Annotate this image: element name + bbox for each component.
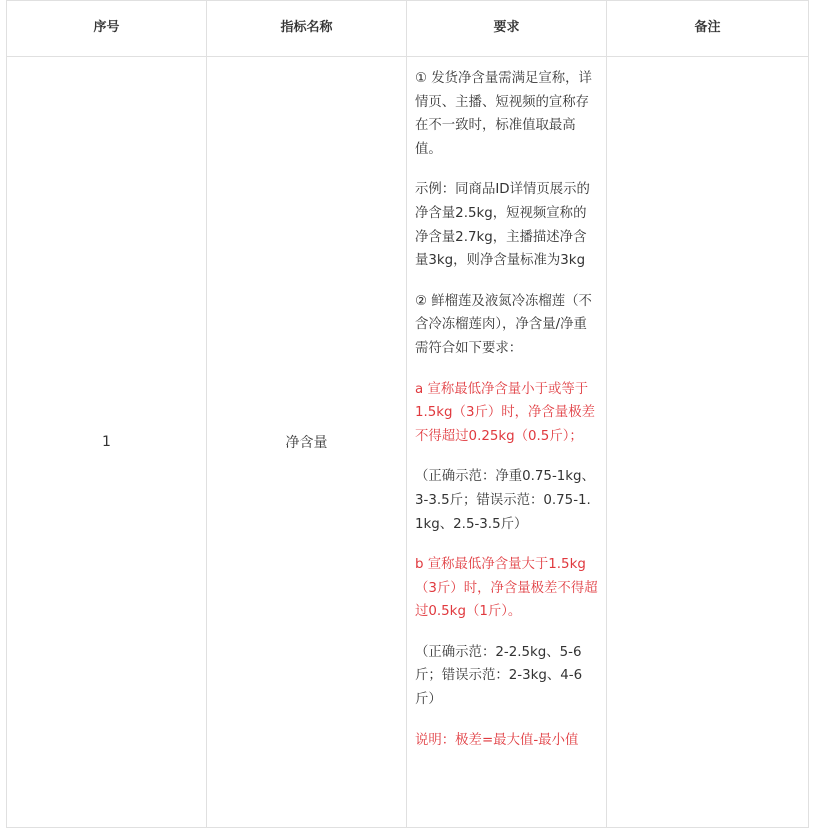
requirement-paragraph: （正确示范：2-2.5kg、5-6斤；错误示范：2-3kg、4-6斤） <box>415 644 583 708</box>
requirement-paragraph: ① 发货净含量需满足宣称，详情页、主播、短视频的宣称存在不一致时，标准值取最高值。 <box>415 71 592 157</box>
header-requirements: 要求 <box>407 1 607 57</box>
requirement-paragraph-highlight: b 宣称最低净含量大于1.5kg（3斤）时，净含量极差不得超过0.5kg（1斤）。 <box>415 557 598 620</box>
cell-remarks <box>607 57 809 828</box>
table-row <box>7 57 809 828</box>
header-index: 序号 <box>7 1 207 57</box>
header-indicator-name: 指标名称 <box>207 1 407 57</box>
cell-index: 1 <box>7 57 207 828</box>
requirement-paragraph: 示例：同商品ID详情页展示的净含量2.5kg，短视频宣称的净含量2.7kg，主播描述净含量3kg，则净含量标准为3kg <box>415 182 590 269</box>
requirement-paragraph: ② 鲜榴莲及液氮冷冻榴莲（不含冷冻榴莲肉），净含量/净重需符合如下要求： <box>415 293 592 356</box>
requirement-paragraph-highlight: a 宣称最低净含量小于或等于1.5kg（3斤）时，净含量极差不得超过0.25kg（0.5斤）； <box>415 381 595 444</box>
cell-requirements <box>407 57 607 828</box>
spec-table <box>6 0 809 828</box>
requirement-paragraph: （正确示范：净重0.75-1kg、3-3.5斤；错误示范：0.75-1.1kg、2.5-3.5斤） <box>415 469 595 532</box>
requirement-note: 说明：极差=最大值-最小值 <box>415 732 579 748</box>
cell-indicator-name: 净含量 <box>207 57 407 828</box>
table-header-row <box>7 1 809 57</box>
header-remarks: 备注 <box>607 1 809 57</box>
